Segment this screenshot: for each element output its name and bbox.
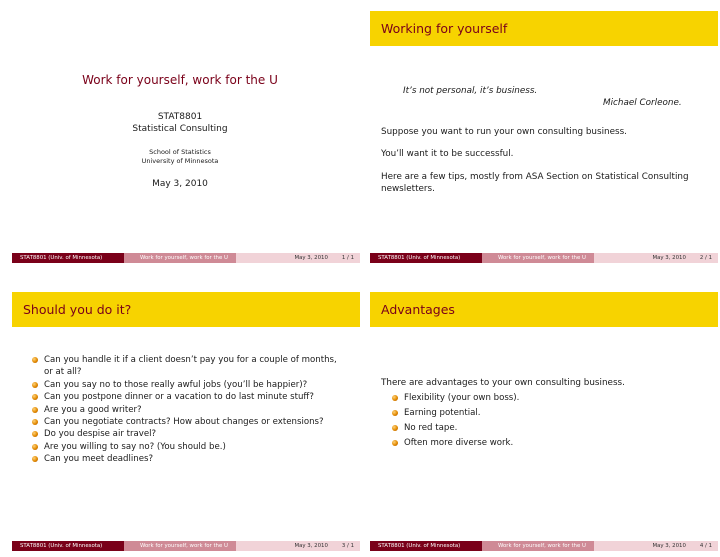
presentation-date: May 3, 2010 [152, 179, 208, 189]
list-item: Can you negotiate contracts? How about changes or extensions? [32, 416, 337, 428]
intro-text: There are advantages to your own consulting business. [381, 378, 625, 388]
footer-title: Work for yourself, work for the U [124, 541, 236, 551]
bullet-ball-icon [32, 394, 38, 400]
footer-title: Work for yourself, work for the U [482, 253, 594, 263]
bullet-ball-icon [32, 444, 38, 450]
bullet-ball-icon [32, 431, 38, 437]
slide-3 [12, 288, 360, 556]
bullet-ball-icon [32, 382, 38, 388]
frame-title: Advantages [370, 292, 718, 327]
paragraph-3-line-1: Here are a few tips, mostly from ASA Section on Statistical Consulting [381, 172, 689, 182]
footline [12, 541, 360, 551]
footer-author: STAT8801 (Univ. of Minnesota) [12, 541, 124, 551]
list-item: Can you meet deadlines? [32, 453, 337, 465]
bullet-ball-icon [32, 419, 38, 425]
footer-page: 4 / 1 [699, 543, 712, 549]
institute-line-2: University of Minnesota [141, 157, 219, 165]
bullet-ball-icon [392, 410, 398, 416]
bullet-ball-icon [392, 425, 398, 431]
footer-page: 1 / 1 [341, 255, 354, 261]
list-item: Can you postpone dinner or a vacation to do last minute stuff? [32, 391, 337, 403]
paragraph-3-line-2: newsletters. [381, 184, 435, 194]
footer-date: May 3, 2010 [652, 543, 686, 549]
footer-author: STAT8801 (Univ. of Minnesota) [370, 253, 482, 263]
presentation-title: Work for yourself, work for the U [82, 73, 278, 87]
bullet-ball-icon [32, 357, 38, 363]
bullet-ball-icon [32, 456, 38, 462]
footer-date-page [236, 253, 360, 263]
list-item: Flexibility (your own boss). [392, 392, 519, 404]
footer-page: 3 / 1 [341, 543, 354, 549]
list-item: Can you handle it if a client doesn’t pay you for a couple of months, or at all? [32, 354, 337, 379]
course-name: Statistical Consulting [132, 124, 228, 134]
footer-author: STAT8801 (Univ. of Minnesota) [12, 253, 124, 263]
bullet-ball-icon [392, 395, 398, 401]
footer-date-page [594, 253, 718, 263]
slide-2 [370, 0, 718, 268]
list-item: Are you a good writer? [32, 404, 337, 416]
list-item-continuation: or at all? [44, 367, 82, 378]
list-item: Often more diverse work. [392, 437, 519, 449]
paragraph-2: You’ll want it to be successful. [381, 149, 514, 159]
footer-title: Work for yourself, work for the U [482, 541, 594, 551]
footer-date-page [594, 541, 718, 551]
frame-title: Should you do it? [12, 292, 360, 327]
list-item: Earning potential. [392, 407, 519, 419]
question-list [32, 354, 337, 466]
bullet-ball-icon [32, 407, 38, 413]
list-item: Can you say no to those really awful jobs (you’ll be happier)? [32, 379, 337, 391]
footline [370, 253, 718, 263]
footer-title: Work for yourself, work for the U [124, 253, 236, 263]
quote: It’s not personal, it’s business. [403, 86, 538, 96]
slide-4 [370, 288, 718, 556]
footline [370, 541, 718, 551]
frame-title: Working for yourself [370, 11, 718, 46]
course-code: STAT8801 [157, 112, 203, 122]
advantages-list [392, 392, 519, 449]
footer-author: STAT8801 (Univ. of Minnesota) [370, 541, 482, 551]
bullet-ball-icon [392, 440, 398, 446]
quote-attribution: Michael Corleone. [603, 98, 682, 108]
footline [12, 253, 360, 263]
list-item: Do you despise air travel? [32, 428, 337, 440]
list-item: No red tape. [392, 422, 519, 434]
footer-date: May 3, 2010 [294, 543, 328, 549]
footer-date: May 3, 2010 [652, 255, 686, 261]
slide-1 [12, 0, 360, 268]
footer-page: 2 / 1 [699, 255, 712, 261]
footer-date: May 3, 2010 [294, 255, 328, 261]
paragraph-1: Suppose you want to run your own consulting business. [381, 127, 627, 137]
footer-date-page [236, 541, 360, 551]
institute-line-1: School of Statistics [149, 148, 211, 156]
list-item: Are you willing to say no? (You should be.) [32, 441, 337, 453]
